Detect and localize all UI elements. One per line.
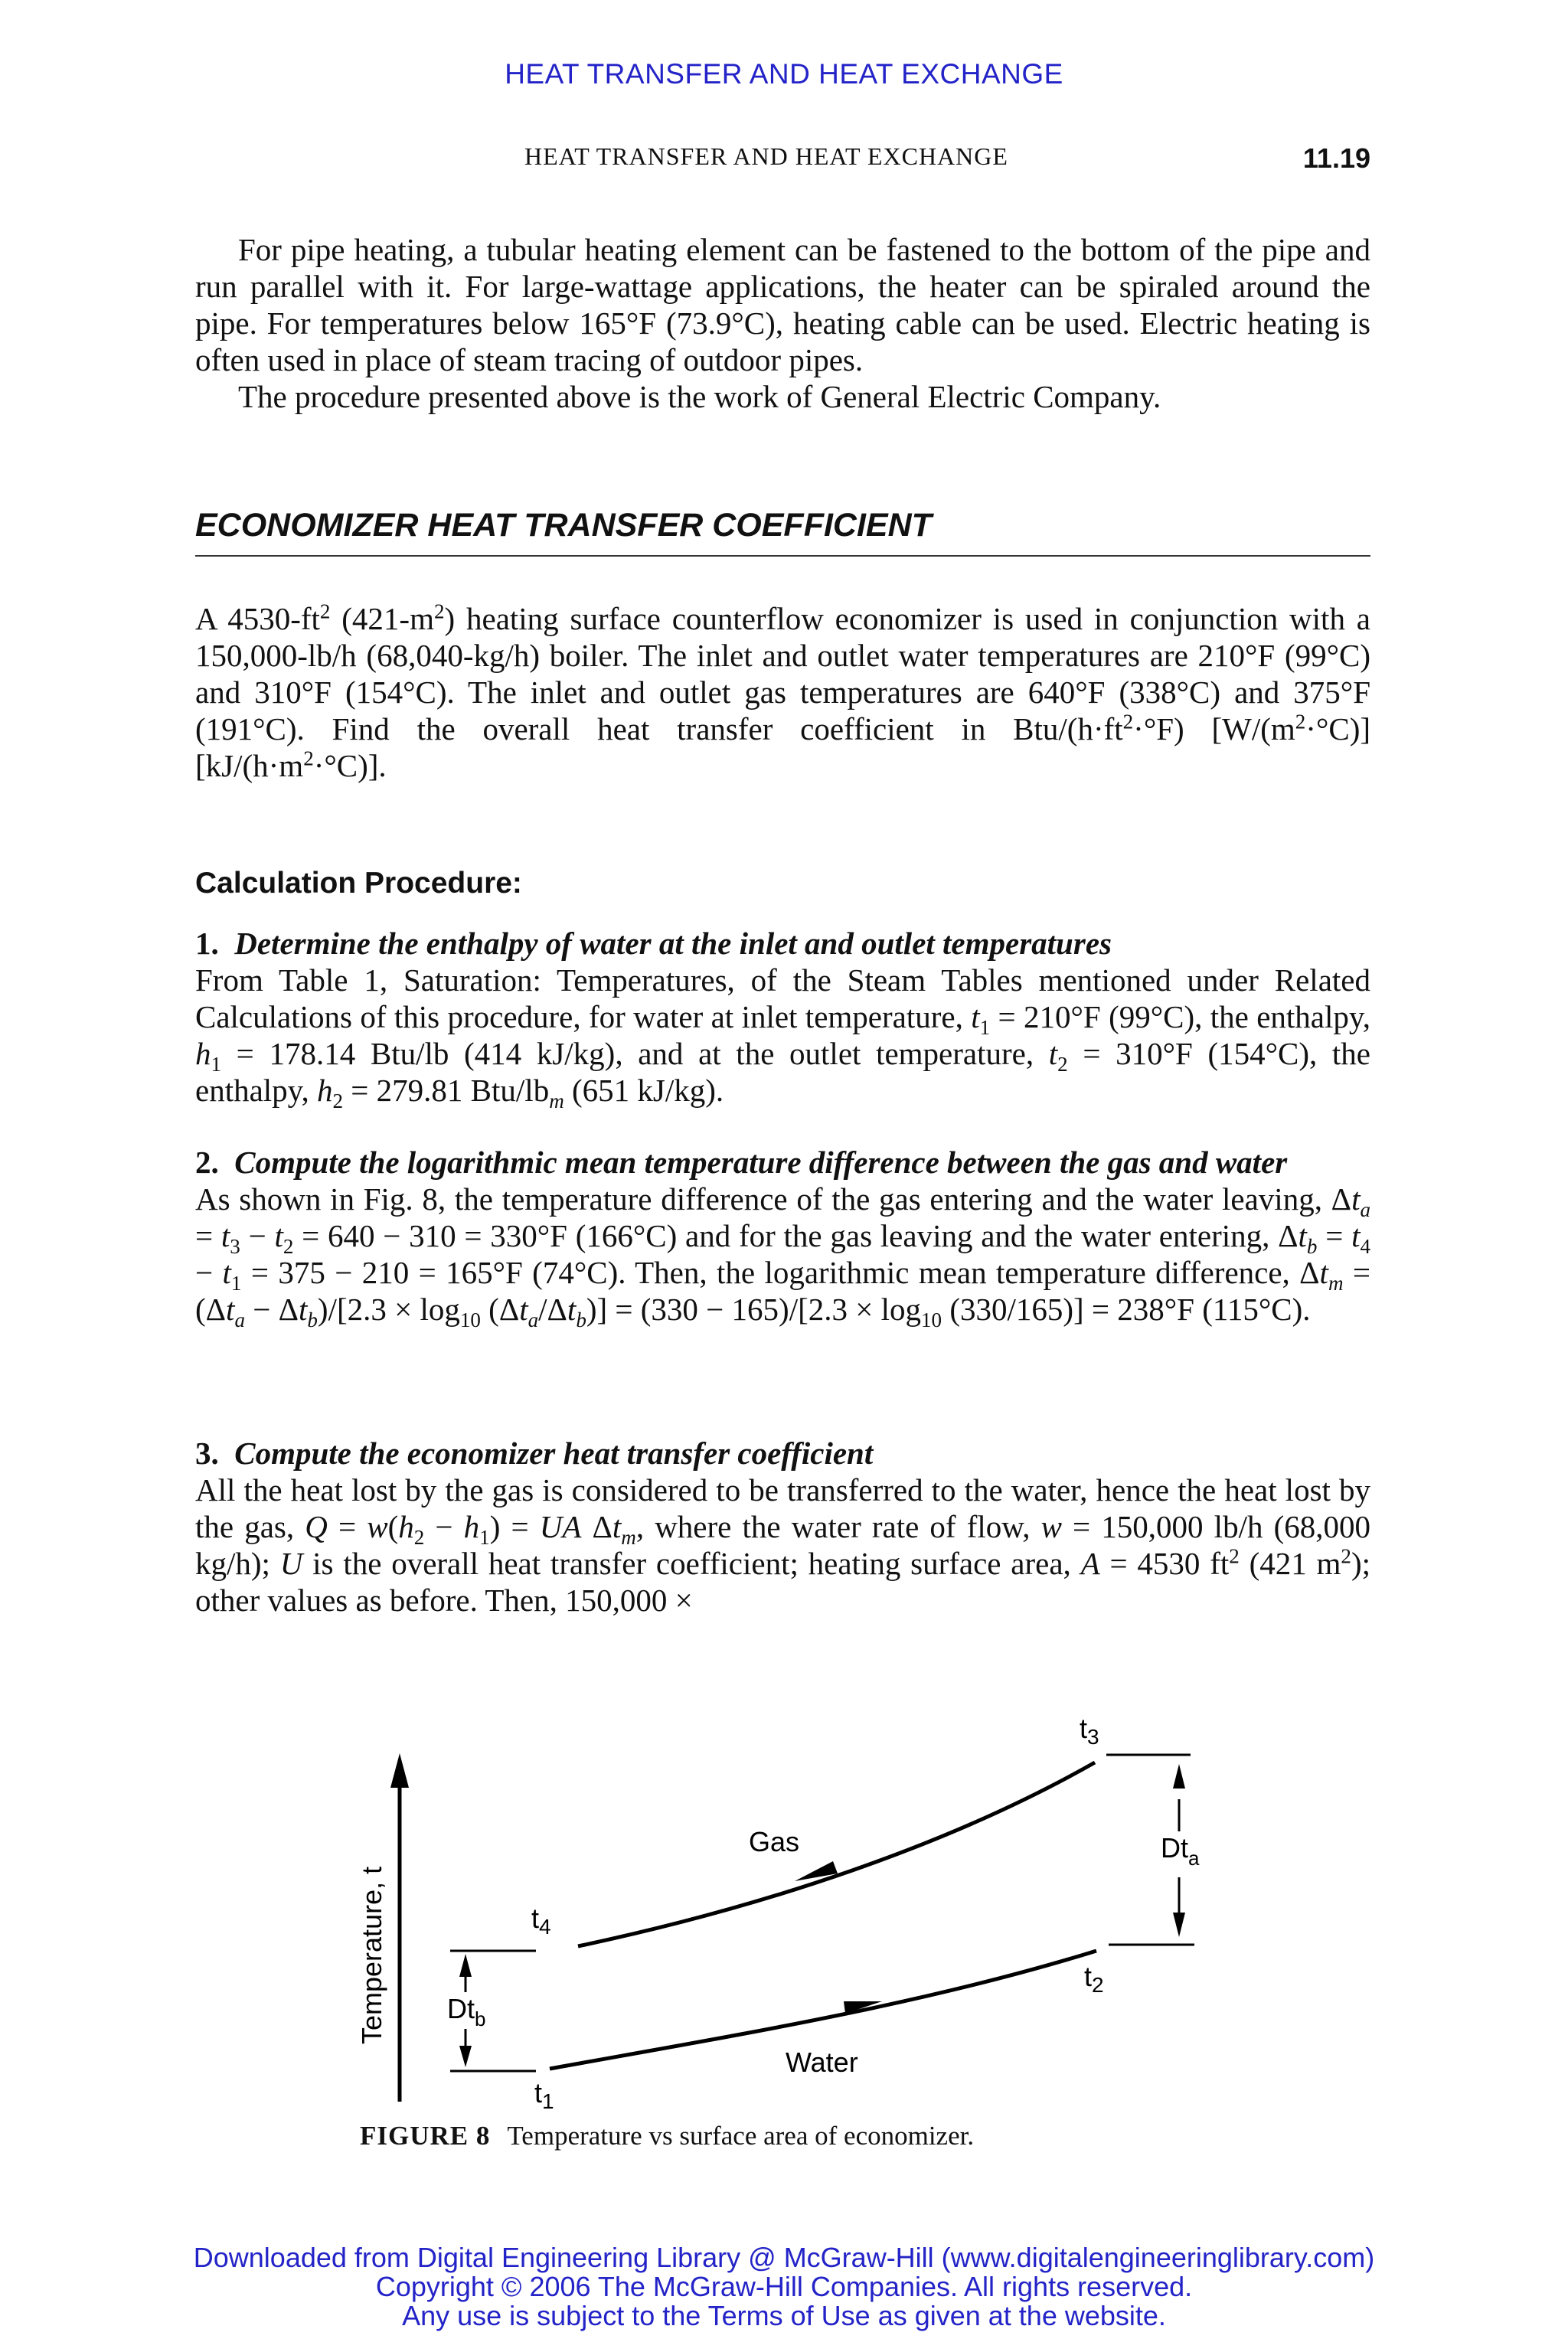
dta-upper-arrowhead bbox=[1173, 1764, 1185, 1788]
step-1-body: From Table 1, Saturation: Temperatures, of the Steam Tables mentioned under Related Calculations of this procedure, for water at inlet temperature, $t_1 = 210^\circ F$ (99°C), the enthalpy, $h_1 = 178.14$ Btu/lb (414 kJ/kg), and at the outlet temperature, $t_2 = 310^\circ F$ (154°C), the enthalpy, $h_2 = 279.81$ Btu/$lb_m$ (651 kJ/kg). bbox=[195, 962, 1370, 1113]
footer-line-3: Any use is subject to the Terms of Use as given at the website. bbox=[402, 2300, 1166, 2331]
step-3-body: All the heat lost by the gas is considered to be transferred to the water, hence the heat lost by the gas, $Q = w(h_2 - h_1)$ = UA $\Delta t_m$, where the water rate of flow, w = 150,000 lb/h (68,000 kg/h); U is the overall heat transfer coefficient; heating surface area, A = 4530 $ft^2$ (421 $m^2$); other values as before. Then, 150,000 × bbox=[195, 1472, 1370, 1618]
t4-label: $t_4$ bbox=[531, 1903, 551, 1939]
gas-curve bbox=[578, 1762, 1095, 1946]
intro-paragraph-1: For pipe heating, a tubular heating element can be fastened to the bottom of the pipe and run parallel with it. For large-wattage applications, the heater can be spiraled around the pipe. For temperatures below 165°F (73.9°C), heating cable can be used. Electric heating is often used in place of steam tracing of outdoor pipes. bbox=[195, 232, 1370, 377]
figure-caption-text: Temperature vs surface area of economizer. bbox=[507, 2121, 975, 2151]
t3-label: $t_3$ bbox=[1080, 1713, 1099, 1749]
t1-label: $t_1$ bbox=[534, 2077, 554, 2113]
figure-caption bbox=[360, 2121, 974, 2151]
footer bbox=[0, 2243, 1568, 2331]
step-2-body: As shown in Fig. 8, the temperature difference of the gas entering and the water leaving, $\Delta t_a = t_3 - t_2 = 640 - 310 = 330^\circ F$ (166°C) and for the gas leaving and the water entering, $\Delta t_b = t_4 - t_1 = 375 - 210 = 165^\circ F$ (74°C). Then, the logarithmic mean temperature difference, $\Delta t_m = (\Delta t_a - \Delta t_b)/[2.3 \times \log_{10} (\Delta t_a/\Delta t_b)] = (330 - 165)/[2.3 \times \log_{10} (330/165)] = 238^\circ F$ (115°C). bbox=[195, 1181, 1371, 1332]
source-banner: HEAT TRANSFER AND HEAT EXCHANGE bbox=[505, 58, 1063, 90]
footer-line-1[interactable]: Downloaded from Digital Engineering Library @ McGraw-Hill (www.digitalengineeringlibrary.com) bbox=[193, 2242, 1375, 2273]
dtb-upper-arrowhead bbox=[459, 1954, 472, 1977]
dtb-lower-arrowhead bbox=[459, 2046, 472, 2067]
water-label: Water bbox=[786, 2047, 858, 2078]
figure-caption-label: FIGURE 8 bbox=[360, 2121, 491, 2151]
y-axis-label: Temperature, t bbox=[356, 1866, 387, 2044]
calculation-heading: Calculation Procedure: bbox=[195, 867, 522, 900]
step-1-heading: 1. Determine the enthalpy of water at the inlet and outlet temperatures bbox=[195, 926, 1112, 961]
problem-statement: A $4530-ft^2$ $(421-m^2)$ heating surface counterflow economizer is used in conjunction with a 150,000-lb/h (68,040-kg/h) boiler. The inlet and outlet water temperatures are 210°F (99°C) and 310°F (154°C). The inlet and outlet gas temperatures are 640°F (338°C) and 375°F (191°C). Find the overall heat transfer coefficient in Btu/$(h\cdot ft^2\cdot^\circ F)$ $[W/(m^2\cdot^\circ C)]$ $[kJ/(h\cdot m^2\cdot^\circ C)]$. bbox=[195, 599, 1370, 783]
intro-paragraph-2: The procedure presented above is the work of General Electric Company. bbox=[238, 379, 1161, 414]
footer-line-2: Copyright © 2006 The McGraw-Hill Companies. All rights reserved. bbox=[375, 2271, 1193, 2302]
y-axis-arrowhead bbox=[390, 1753, 409, 1788]
dtb-label: $Dt_b$ bbox=[447, 1993, 486, 2030]
step-3-heading: 3. Compute the economizer heat transfer coefficient bbox=[195, 1436, 874, 1471]
dta-label: $Dt_a$ bbox=[1161, 1832, 1200, 1870]
running-head-title: HEAT TRANSFER AND HEAT EXCHANGE bbox=[524, 142, 1008, 170]
section-title: ECONOMIZER HEAT TRANSFER COEFFICIENT bbox=[195, 507, 1370, 557]
page-number: 11.19 bbox=[1302, 142, 1370, 174]
dta-lower-arrowhead bbox=[1173, 1913, 1185, 1937]
t2-label: $t_2$ bbox=[1084, 1961, 1104, 1997]
gas-label: Gas bbox=[749, 1826, 800, 1857]
step-2-heading: 2. Compute the logarithmic mean temperature difference between the gas and water bbox=[195, 1145, 1288, 1180]
